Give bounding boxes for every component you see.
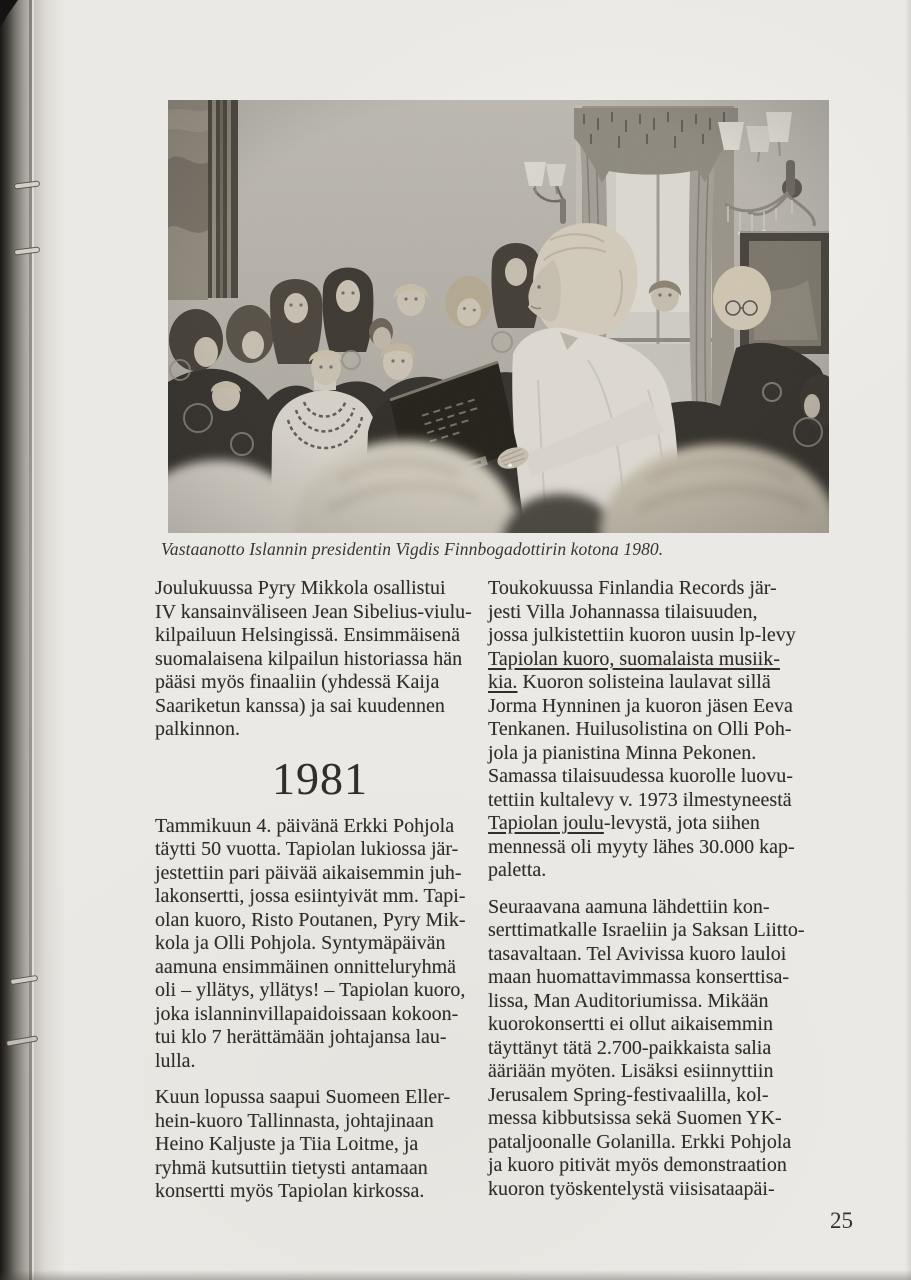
text-line: Saariketun kanssa) ja sai kuudennen <box>155 694 445 717</box>
text-line: lakonsertti, jossa esiintyivät mm. Tapi- <box>155 885 466 908</box>
text-line: hein-kuoro Tallinnasta, johtajinaan <box>155 1109 434 1132</box>
text-line: Tenkanen. Huilusolistina on Olli Poh- <box>488 718 792 740</box>
text-line: lulla. <box>155 1049 196 1072</box>
page-crease-highlight <box>32 0 34 1280</box>
text-line: Heino Kaljuste ja Tiia Loitme, ja <box>155 1133 419 1156</box>
text-line: tasavaltaan. Tel Avivissa kuoro lauloi <box>488 942 787 965</box>
text-line: Joulukuussa Pyry Mikkola osallistui <box>155 577 446 599</box>
text-line: jola ja pianistina Minna Pekonen. <box>488 741 757 764</box>
text-line: Jerusalem Spring-festivaalilla, kol- <box>488 1083 769 1106</box>
text-line: Seuraavana aamuna lähdettiin kon- <box>488 895 770 918</box>
paragraph <box>155 1086 485 1204</box>
text-line: IV kansainväliseen Jean Sibelius-viulu- <box>155 600 472 623</box>
text-line: Toukokuussa Finlandia Records jär- <box>488 577 777 599</box>
text-line: täytti 50 vuotta. Tapiolan lukiossa jär- <box>155 838 459 861</box>
text-line: pääsi myös finaaliin (yhdessä Kaija <box>155 671 440 693</box>
text-line: Jorma Hynninen ja kuoron jäsen Eeva <box>488 694 793 717</box>
text-line: serttimatkalle Israeliin ja Saksan Liitto- <box>488 919 805 941</box>
left-column <box>155 577 485 1217</box>
text-line: ja kuoro pitivät myös demonstraation <box>488 1154 787 1176</box>
text-line: konsertti myös Tapiolan kirkossa. <box>155 1180 425 1203</box>
page-number: 25 <box>830 1208 853 1233</box>
text-line: pataljoonalle Golanilla. Erkki Pohjola <box>488 1130 792 1153</box>
text-line: jossa julkistettiin kuoron uusin lp-levy <box>488 624 796 646</box>
text-line: messa kibbutsissa sekä Suomen YK- <box>488 1107 782 1129</box>
text-line: tettiin kultalevy v. 1973 ilmestyneestä <box>488 788 792 811</box>
photo-grain <box>168 100 829 533</box>
text-line: suomalaisena kilpailun historiassa hän <box>155 647 463 670</box>
paragraph <box>488 896 830 1202</box>
text-line: kia. Kuoron solisteina laulavat sillä <box>488 671 771 693</box>
text-line: Tapiolan kuoro, suomalaista musiik- <box>488 647 780 670</box>
text-line: olan kuoro, Risto Poutanen, Pyry Mik- <box>155 908 466 931</box>
text-line: aamuna ensimmäinen onnitteluryhmä <box>155 955 457 978</box>
reception-photo-illustration <box>168 100 829 533</box>
text-line: paletta. <box>488 859 547 881</box>
text-line: jesti Villa Johannassa tilaisuuden, <box>488 600 758 623</box>
text-line: Samassa tilaisuudessa kuorolle luovu- <box>488 765 793 787</box>
text-line: mennessä oli myyty lähes 30.000 kap- <box>488 835 795 858</box>
text-line: Tammikuun 4. päivänä Erkki Pohjola <box>155 814 455 837</box>
text-line: kola ja Olli Pohjola. Syntymäpäivän <box>155 932 446 955</box>
text-line: ryhmä kutsuttiin tietysti antamaan <box>155 1156 428 1179</box>
text-line: palkinnon. <box>155 718 240 740</box>
text-line: oli – yllätys, yllätys! – Tapiolan kuoro, <box>155 979 466 1002</box>
text-line: täyttänyt tätä 2.700-paikkaista salia <box>488 1036 772 1059</box>
text-line: kuorokonsertti ei ollut aikaisemmin <box>488 1013 773 1035</box>
year-heading: 1981 <box>272 752 368 804</box>
paragraph <box>488 577 830 883</box>
scan-right-edge <box>905 0 911 1280</box>
paragraph <box>155 815 485 1074</box>
text-line: tui klo 7 herättämään johtajansa lau- <box>155 1026 447 1049</box>
right-column <box>488 577 830 1214</box>
scan-bottom-edge <box>0 1270 911 1280</box>
text-line: ääriään myöten. Lisäksi esiinnyttiin <box>488 1060 774 1082</box>
text-line: Tapiolan joulu-levystä, jota siihen <box>488 812 760 834</box>
photo-caption: Vastaanotto Islannin presidentin Vigdis Finnbogadottirin kotona 1980. <box>161 539 664 559</box>
text-line: jestettiin pari päivää aikaisemmin juh- <box>155 861 462 884</box>
text-line: maan huomattavimmassa konserttisa- <box>488 966 790 988</box>
text-line: joka islanninvillapaidoissaan kokoon- <box>155 1002 459 1025</box>
paragraph <box>155 577 485 742</box>
text-line: lissa, Man Auditoriumissa. Mikään <box>488 989 769 1012</box>
text-line: Kuun lopussa saapui Suomeen Eller- <box>155 1086 451 1109</box>
reception-photo <box>168 100 829 533</box>
text-line: kuoron työskentelystä viisisataapäi- <box>488 1177 775 1200</box>
text-line: kilpailuun Helsingissä. Ensimmäisenä <box>155 624 460 646</box>
